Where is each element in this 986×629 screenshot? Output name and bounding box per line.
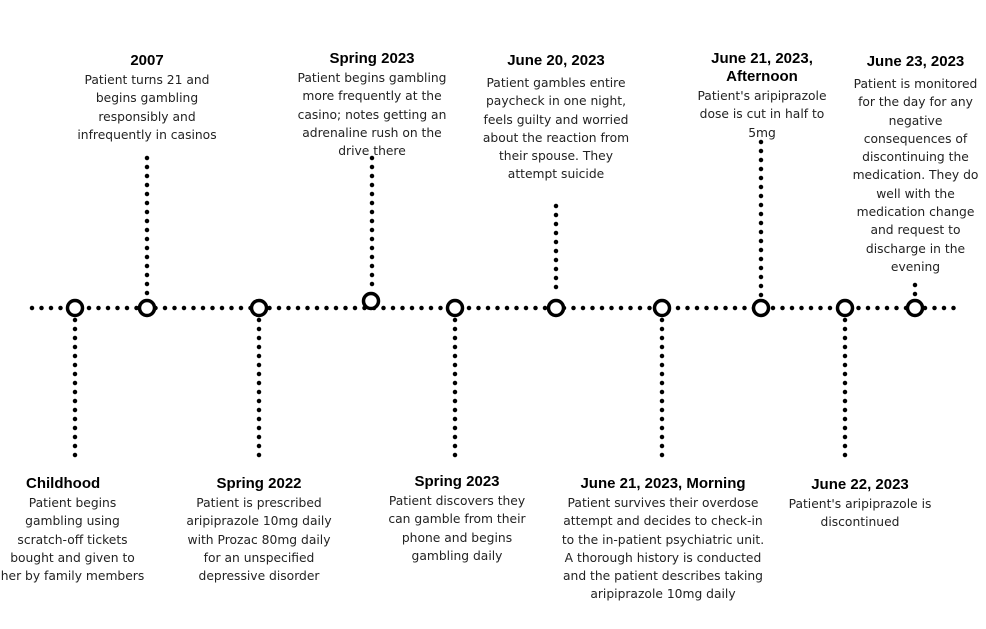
marker-spring-2022 (252, 301, 267, 316)
event-spring-2023-b (378, 473, 536, 565)
event-description: Patient's aripiprazole dose is cut in half to 5mg (697, 89, 827, 140)
event-june-21-afternoon (688, 50, 836, 142)
marker-june-20-2023 (549, 301, 564, 316)
event-2007 (72, 52, 222, 144)
marker-june-21-afternoon (754, 301, 769, 316)
marker-june-21-morning (655, 301, 670, 316)
event-description: Patient begins gambling more frequently at the casino; notes getting an adrenaline rush on the drive there (297, 71, 447, 159)
event-title: June 21, 2023, Morning (580, 475, 746, 492)
event-description: Patient turns 21 and begins gambling responsibly and infrequently in casinos (77, 73, 217, 142)
event-description: Patient begins gambling using scratch-off tickets bought and given to her by family members (0, 496, 145, 584)
event-june-21-morning (560, 475, 766, 604)
marker-june-22-2023 (838, 301, 853, 316)
event-description: Patient discovers they can gamble from their phone and begins gambling daily (388, 494, 526, 563)
marker-childhood (68, 301, 83, 316)
event-title: June 20, 2023 (507, 52, 605, 69)
event-title: Spring 2023 (329, 50, 415, 67)
event-description: Patient's aripiprazole is discontinued (788, 497, 932, 530)
event-june-20-2023 (481, 52, 631, 184)
event-title: Childhood (26, 475, 101, 492)
event-june-22-2023 (785, 476, 935, 532)
event-june-23-2023 (845, 53, 986, 276)
marker-spring-2023-a (364, 294, 379, 309)
marker-june-23-2023 (908, 301, 923, 316)
event-description: Patient survives their overdose attempt and decides to check-in to the in-patient psychiatric unit. A thorough history is conducted and the patient describes taking aripiprazole 10mg daily (561, 496, 765, 602)
event-description: Patient is monitored for the day for any negative consequences of discontinuing the medication. They do well with the medication change and request to discharge in the evening (852, 77, 979, 274)
event-description: Patient is prescribed aripiprazole 10mg daily with Prozac 80mg daily for an unspecified depressive disorder (186, 496, 332, 584)
marker-spring-2023-b (448, 301, 463, 316)
event-description: Patient gambles entire paycheck in one night, feels guilty and worried about the reaction from their spouse. They attempt suicide (482, 76, 630, 182)
event-title: Spring 2023 (414, 473, 500, 490)
event-title: June 23, 2023 (866, 53, 965, 70)
event-title: June 21, 2023, Afternoon (711, 50, 813, 85)
event-title: June 22, 2023 (811, 476, 909, 493)
marker-2007 (140, 301, 155, 316)
event-childhood (0, 475, 145, 585)
event-title: Spring 2022 (216, 475, 302, 492)
event-spring-2022 (184, 475, 334, 585)
event-spring-2023-a (287, 50, 457, 160)
event-title: 2007 (130, 52, 164, 69)
